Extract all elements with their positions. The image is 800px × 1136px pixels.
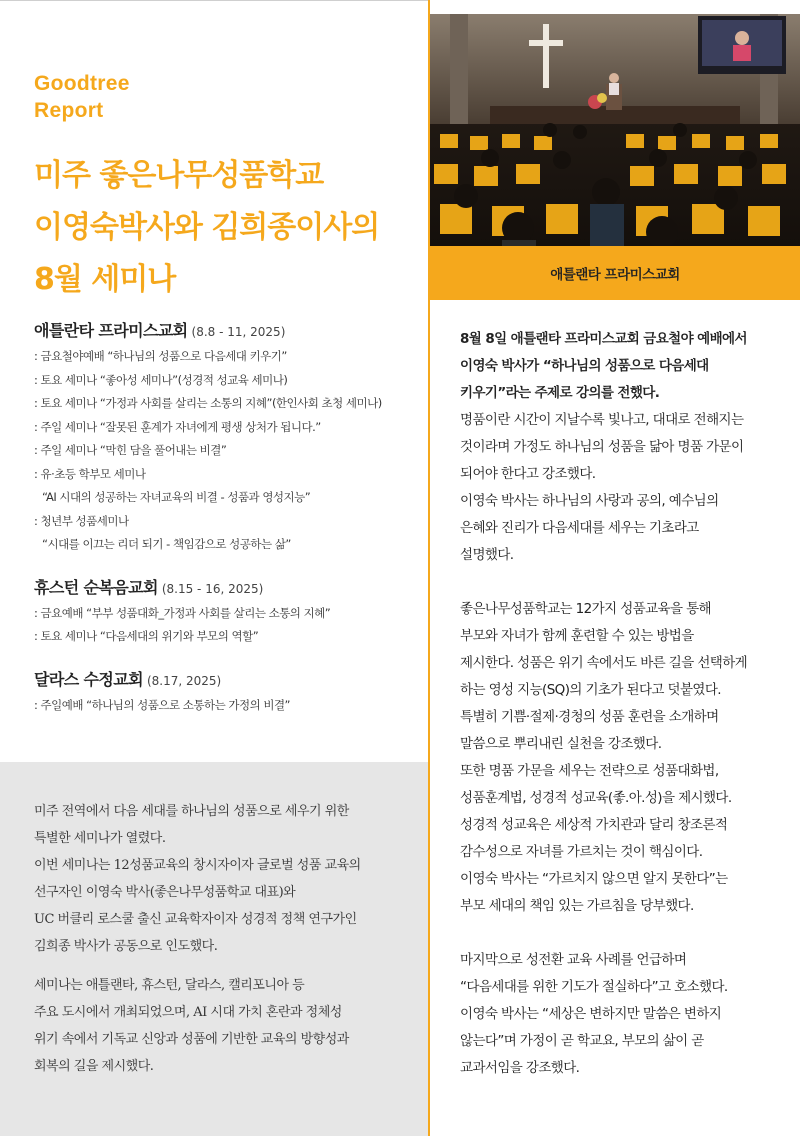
- title-line-1: 미주 좋은나무성품학교: [34, 158, 324, 193]
- summary-line: 회복의 길을 제시했다.: [34, 1059, 154, 1074]
- summary-line: 위기 속에서 기독교 신앙과 성품에 기반한 교육의 방향성과: [34, 1032, 349, 1047]
- article-body: [460, 326, 782, 1109]
- summary-text: [34, 798, 414, 1092]
- event-header: [34, 575, 426, 598]
- summary-line: 선구자인 이영숙 박사(좋은나무성품학교 대표)와: [34, 885, 296, 900]
- photo-caption-bar: [430, 246, 800, 300]
- event-block: [34, 318, 426, 557]
- event-header: [34, 318, 426, 341]
- article-line: 설명했다.: [460, 547, 514, 563]
- brand-logo: [34, 70, 130, 124]
- photo-caption: 애틀랜타 프라미스교회: [550, 267, 680, 283]
- event-date: (8.17, 2025): [146, 673, 222, 688]
- article-line: 성경적 성교육은 세상적 가치관과 달리 창조론적: [460, 817, 728, 833]
- event-item: : 청년부 성품세미나: [34, 513, 129, 528]
- summary-line: 세미나는 애틀랜타, 휴스턴, 달라스, 캘리포니아 등: [34, 978, 305, 993]
- event-venue: 애틀란타 프라미스교회: [34, 321, 188, 340]
- article-line: 8월 8일 애틀랜타 프라미스교회 금요철야 예배에서: [460, 331, 747, 347]
- event-item: : 토요 세미나 “좋아성 세미나”(성경적 성교육 세미나): [34, 372, 288, 387]
- event-venue: 휴스턴 순복음교회: [34, 577, 158, 597]
- brand-line-2: Report: [34, 99, 104, 122]
- article-line: 성품훈계법, 성경적 성교육(좋.아.성)을 제시했다.: [460, 790, 732, 806]
- article-line: 부모와 자녀가 함께 훈련할 수 있는 방법을: [460, 628, 694, 644]
- event-items: [34, 345, 426, 557]
- article-line: 교과서임을 강조했다.: [460, 1060, 580, 1076]
- article-line: 이영숙 박사는 “가르치지 않으면 알지 못한다”는: [460, 871, 728, 887]
- event-items: [34, 694, 426, 718]
- event-block: [34, 667, 426, 718]
- article-line: 제시한다. 성품은 위기 속에서도 바른 길을 선택하게: [460, 655, 748, 671]
- article-line: 이영숙 박사는 “세상은 변하지만 말씀은 변하지: [460, 1006, 722, 1022]
- article-paragraph-3: [460, 947, 782, 1082]
- event-date: (8.15 - 16, 2025): [161, 581, 264, 596]
- seminar-schedule: [34, 318, 426, 735]
- event-item: : 주일예배 “하나님의 성품으로 소통하는 가정의 비결”: [34, 697, 291, 712]
- church-seminar-photo: [430, 14, 800, 246]
- summary-paragraph: [34, 972, 414, 1080]
- event-item: “AI 시대의 성공하는 자녀교육의 비결 - 성품과 영성지능”: [42, 490, 311, 504]
- article-paragraph-1: [460, 407, 782, 569]
- summary-line: 이번 세미나는 12성품교육의 창시자이자 글로벌 성품 교육의: [34, 858, 361, 873]
- article-paragraph-2: [460, 596, 782, 920]
- article-line: 명품이란 시간이 지날수록 빛나고, 대대로 전해지는: [460, 412, 744, 428]
- article-lead: [460, 326, 782, 407]
- event-item: : 토요 세미나 “다음세대의 위기와 부모의 역할”: [34, 629, 259, 643]
- article-line: 말씀으로 뿌리내린 실천을 강조했다.: [460, 736, 662, 752]
- article-line: 이영숙 박사는 하나님의 사랑과 공의, 예수님의: [460, 493, 719, 509]
- article-line: 되어야 한다고 강조했다.: [460, 466, 596, 482]
- event-header: [34, 667, 426, 690]
- page-title: [34, 150, 424, 306]
- event-item: “시대를 이끄는 리더 되기 - 책임감으로 성공하는 삶”: [42, 537, 291, 551]
- article-line: 감수성으로 자녀를 가르치는 것이 핵심이다.: [460, 844, 703, 860]
- summary-line: UC 버클리 로스쿨 출신 교육학자이자 성경적 정책 연구가인: [34, 912, 357, 927]
- article-line: 것이라며 가정도 하나님의 성품을 닮아 명품 가문이: [460, 439, 744, 455]
- event-item: : 유·초등 학부모 세미나: [34, 466, 146, 481]
- article-line: 하는 영성 지능(SQ)의 기초가 된다고 덧붙였다.: [460, 682, 721, 698]
- title-line-2: 이영숙박사와 김희종이사의: [34, 210, 380, 245]
- event-item: : 금요철야예배 “하나님의 성품으로 다음세대 키우기”: [34, 349, 287, 363]
- event-item: : 주일 세미나 “막힌 담을 풀어내는 비결”: [34, 443, 227, 457]
- event-block: [34, 575, 426, 649]
- article-line: “다음세대를 위한 기도가 절실하다”고 호소했다.: [460, 979, 728, 995]
- article-line: 키우기”라는 주제로 강의를 전했다.: [460, 385, 660, 401]
- title-line-3: 8월 세미나: [34, 262, 176, 297]
- event-item: : 주일 세미나 “잘못된 훈계가 자녀에게 평생 상처가 됩니다.”: [34, 419, 321, 434]
- top-divider: [0, 0, 428, 1]
- article-line: 은혜와 진리가 다음세대를 세우는 기초라고: [460, 520, 699, 536]
- event-date: (8.8 - 11, 2025): [191, 325, 286, 339]
- article-line: 이영숙 박사가 “하나님의 성품으로 다음세대: [460, 358, 709, 374]
- summary-line: 주요 도시에서 개최되었으며, AI 시대 가치 혼란과 정체성: [34, 1005, 342, 1020]
- event-item: : 금요예배 “부부 성품대화_가정과 사회를 살리는 소통의 지혜”: [34, 605, 331, 620]
- summary-line: 김희종 박사가 공동으로 인도했다.: [34, 939, 218, 954]
- brand-line-1: Goodtree: [34, 72, 130, 95]
- event-item: : 토요 세미나 “가정과 사회를 살리는 소통의 지혜”(한인사회 초청 세미나): [34, 396, 382, 410]
- article-line: 또한 명품 가문을 세우는 전략으로 성품대화법,: [460, 763, 719, 779]
- summary-paragraph: [34, 798, 414, 960]
- article-line: 좋은나무성품학교는 12가지 성품교육을 통해: [460, 601, 711, 617]
- summary-line: 특별한 세미나가 열렸다.: [34, 831, 166, 846]
- event-venue: 달라스 수정교회: [34, 669, 143, 689]
- article-line: 부모 세대의 책임 있는 가르침을 당부했다.: [460, 898, 694, 914]
- article-line: 마지막으로 성전환 교육 사례를 언급하며: [460, 952, 687, 968]
- event-items: [34, 602, 426, 649]
- article-line: 않는다”며 가정이 곧 학교요, 부모의 삶이 곧: [460, 1033, 704, 1049]
- summary-line: 미주 전역에서 다음 세대를 하나님의 성품으로 세우기 위한: [34, 804, 349, 819]
- article-line: 특별히 기쁨·절제·경청의 성품 훈련을 소개하며: [460, 709, 719, 725]
